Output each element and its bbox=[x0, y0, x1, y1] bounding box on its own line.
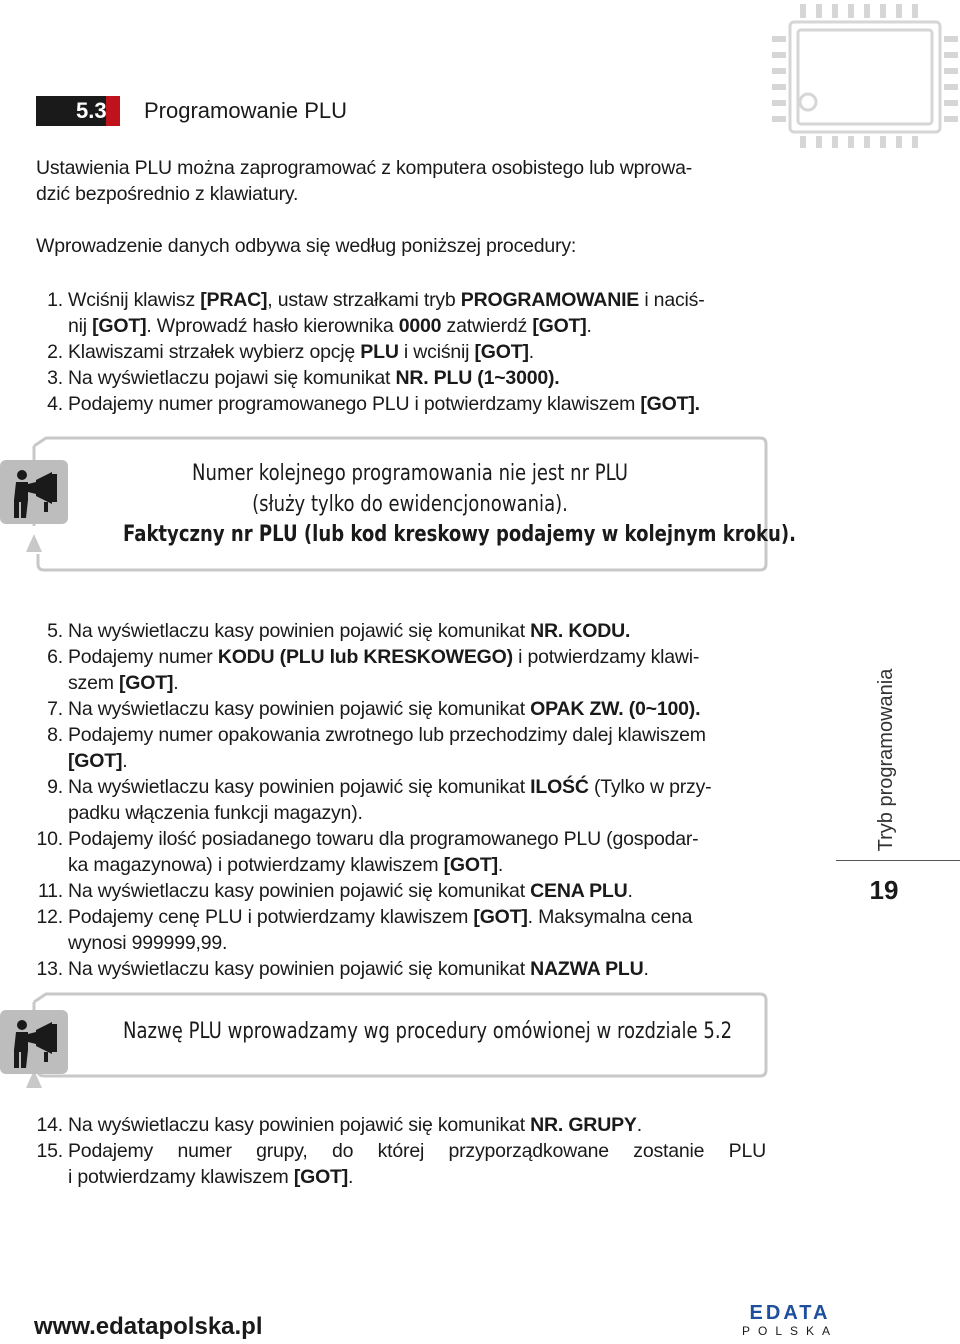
step-number: 9. bbox=[47, 776, 63, 798]
step-9-line-2: padku włączenia funkcji magazyn). bbox=[68, 802, 363, 824]
step-1-line-2: nij [GOT]. Wprowadź hasło kierownika 0000 zatwierdź [GOT]. bbox=[68, 315, 592, 337]
step-10-line-1: Podajemy ilość posiadanego towaru dla programowanego PLU (gospodar- bbox=[68, 828, 699, 850]
step-1-line-1: Wciśnij klawisz [PRAC], ustaw strzałkami tryb PROGRAMOWANIE i naciś- bbox=[68, 289, 705, 311]
step-number: 11. bbox=[37, 880, 63, 902]
step-number: 8. bbox=[47, 724, 63, 746]
step-12-line-2: wynosi 999999,99. bbox=[68, 932, 228, 954]
key-got: [GOT]. bbox=[640, 393, 700, 415]
procedure-intro: Wprowadzenie danych odbywa się według poniższej procedury: bbox=[36, 235, 577, 257]
step-number: 15. bbox=[36, 1140, 63, 1162]
sidebar-vertical-label: Tryb programowania bbox=[875, 668, 897, 852]
key-got: [GOT] bbox=[443, 854, 498, 876]
chip-icon bbox=[768, 0, 960, 150]
key-got: [GOT] bbox=[473, 906, 528, 928]
step-number: 14. bbox=[36, 1114, 63, 1136]
key-got: [GOT] bbox=[119, 672, 174, 694]
step-10-line-2: ka magazynowa) i potwierdzamy klawiszem [GOT]. bbox=[68, 854, 504, 876]
intro-line-2: dzić bezpośrednio z klawiatury. bbox=[36, 183, 299, 205]
step-6-line-1: Podajemy numer KODU (PLU lub KRESKOWEGO) i potwierdzamy klawi- bbox=[68, 646, 700, 668]
step-number: 3. bbox=[47, 367, 63, 389]
note-1-line-1: Numer kolejnego programowania nie jest nr PLU bbox=[192, 461, 628, 486]
page-number: 19 bbox=[869, 875, 899, 905]
key-got: [GOT] bbox=[68, 750, 123, 772]
footer-url[interactable]: www.edatapolska.pl bbox=[34, 1313, 263, 1340]
intro-line-1: Ustawienia PLU można zaprogramować z komputera osobistego lub wprowa- bbox=[36, 157, 693, 179]
key-got: [GOT] bbox=[293, 1166, 349, 1188]
step-7: Na wyświetlaczu kasy powinien pojawić się komunikat OPAK ZW. (0~100). bbox=[68, 698, 701, 720]
step-number: 2. bbox=[47, 341, 63, 363]
step-number: 4. bbox=[47, 393, 63, 415]
megaphone-icon bbox=[0, 460, 68, 524]
section-number-box bbox=[36, 96, 120, 126]
step-6-line-2: szem [GOT]. bbox=[68, 672, 179, 694]
step-number: 7. bbox=[47, 698, 63, 720]
step-number: 6. bbox=[47, 646, 63, 668]
step-number: 1. bbox=[47, 289, 63, 311]
step-5: Na wyświetlaczu kasy powinien pojawić się komunikat NR. KODU. bbox=[68, 620, 631, 642]
step-11: Na wyświetlaczu kasy powinien pojawić się komunikat CENA PLU. bbox=[68, 880, 633, 902]
key-got: [GOT] bbox=[92, 315, 147, 337]
section-title: Programowanie PLU bbox=[144, 98, 347, 123]
note-1-line-2: (służy tylko do ewidencjonowania). bbox=[252, 492, 568, 517]
sidebar-divider bbox=[836, 860, 960, 861]
key-got: [GOT] bbox=[532, 315, 587, 337]
step-8-line-1: Podajemy numer opakowania zwrotnego lub przechodzimy dalej klawiszem bbox=[68, 724, 706, 746]
note-2-line-1: Nazwę PLU wprowadzamy wg procedury omówionej w rozdziale 5.2 bbox=[123, 1019, 733, 1044]
step-15-line-2: i potwierdzamy klawiszem [GOT]. bbox=[68, 1166, 354, 1188]
logo-top: EDATA bbox=[749, 1302, 831, 1324]
section-number-accent bbox=[106, 96, 120, 126]
step-2: Klawiszami strzałek wybierz opcję PLU i wciśnij [GOT]. bbox=[68, 341, 534, 363]
step-9-line-1: Na wyświetlaczu kasy powinien pojawić się komunikat ILOŚĆ (Tylko w przy- bbox=[68, 776, 712, 798]
step-number: 13. bbox=[36, 958, 63, 980]
step-3: Na wyświetlaczu pojawi się komunikat NR. PLU (1~3000). bbox=[68, 367, 560, 389]
note-1-line-3: Faktyczny nr PLU (lub kod kreskowy podajemy w kolejnym kroku). bbox=[123, 522, 796, 547]
key-got: [GOT] bbox=[474, 341, 529, 363]
step-number: 12. bbox=[36, 906, 63, 928]
step-14: Na wyświetlaczu kasy powinien pojawić się komunikat NR. GRUPY. bbox=[68, 1114, 642, 1136]
section-number: 5.3 bbox=[76, 98, 107, 123]
step-13: Na wyświetlaczu kasy powinien pojawić się komunikat NAZWA PLU. bbox=[68, 958, 649, 980]
megaphone-icon bbox=[0, 1010, 68, 1074]
logo-bottom: POLSKA bbox=[741, 1324, 839, 1338]
step-number: 10. bbox=[36, 828, 63, 850]
edata-logo bbox=[740, 1302, 840, 1342]
key-prac: [PRAC] bbox=[200, 289, 268, 311]
step-4: Podajemy numer programowanego PLU i potwierdzamy klawiszem [GOT]. bbox=[68, 393, 700, 415]
step-8-line-2: [GOT]. bbox=[68, 750, 128, 772]
step-number: 5. bbox=[47, 620, 63, 642]
step-15-line-1: Podajemy numer grupy, do której przyporządkowane zostanie PLU bbox=[68, 1140, 766, 1162]
step-12-line-1: Podajemy cenę PLU i potwierdzamy klawiszem [GOT]. Maksymalna cena bbox=[68, 906, 693, 928]
